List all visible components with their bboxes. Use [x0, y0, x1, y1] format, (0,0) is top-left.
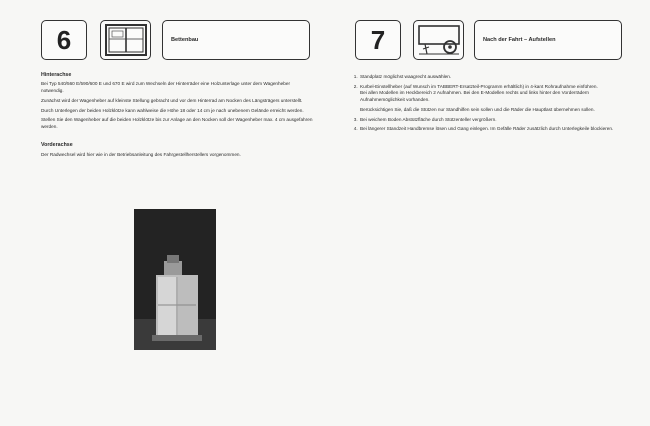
section-number-7: 7	[355, 20, 401, 60]
window-frame-icon-box	[100, 20, 151, 60]
list-item-note: Berücksichtigen Sie, daß die Stützen nur Standhilfen sein sollen und die Räder die Hauptlast übernehmen sollen.	[360, 106, 595, 112]
trailer-support-icon	[417, 23, 461, 57]
paragraph: Zunächst wird der Wagenheber auf kleinste Stellung gebracht und vor dem Hinterrad am Nocken des Längsträgers unterstellt.	[41, 97, 303, 103]
list-item: 2. Kurbel-Einstellheber (auf Wunsch im TABBERT-Ersatzteil-Programm erhältlich) in 4-kant Rohraufnahme einführen. Bei allen Modellen im Heckbereich 2 Aufnahmen. Bei den E-Modellen rechts und links hinter den Vorderrädern Aufnahmemöglichkeit vorhanden. Berücksichtigen Sie, daß die Stützen nur Standhilfen sein sollen und die Räder die Hauptlast übernehmen sollen.	[359, 84, 626, 113]
section-heading-hinterachse: Hinterachse	[41, 72, 72, 78]
window-frame-icon	[104, 23, 148, 57]
right-text-column	[350, 74, 626, 136]
paragraph: Bei Typ 540/560 E/590/600 E und 670 E wird zum Wechseln der Hinterräder eine Holzunterlage unter dem Wagenheber notwendig.	[41, 81, 291, 93]
paragraph: Stellen Sie den Wagenheber auf die beiden Holzklötze bis zur Anlage an den Nocken soll der Wagenheber max. 4 cm ausgefahren werden.	[41, 117, 313, 129]
wagenheber-photo	[134, 209, 216, 350]
list-item-note: Bei allen Modellen im Heckbereich 2 Aufnahmen. Bei den E-Modellen rechts und links hinter den Vorderrädern Aufnahmemöglichkeit vorhanden.	[360, 90, 590, 102]
paragraph: Durch Unterlegen der beiden Holzklötze kann wahlweise die Höhe 18 oder 14 cm je nach unebenem Gelände erreicht werden.	[41, 107, 304, 113]
list-item: 1. Standplatz möglichst waagrecht auswählen.	[359, 74, 626, 80]
trailer-support-icon-box	[413, 20, 464, 60]
section-number-6: 6	[41, 20, 87, 60]
left-header-title: Bettenbau	[171, 37, 199, 43]
right-header-title-box	[474, 20, 622, 60]
right-header-title: Nach der Fahrt – Aufstellen	[483, 37, 556, 43]
steps-list	[350, 74, 626, 133]
left-text-column	[41, 72, 313, 162]
list-item: 4. Bei längerer Standzeit Handbremse lösen und Gang einlegen. Im Gefälle Räder zusätzlich durch Unterlegkeile blockieren.	[359, 126, 626, 132]
left-header-title-box	[162, 20, 310, 60]
list-item: 3. Bei weichem Boden Abstützfläche durch Stützenteller vergrößern.	[359, 117, 626, 123]
paragraph: Der Radwechsel wird hier wie in der Betriebsanleitung des Fahrgestellherstellers vorgenommen.	[41, 151, 241, 157]
section-heading-vorderachse: Vorderachse	[41, 142, 73, 149]
